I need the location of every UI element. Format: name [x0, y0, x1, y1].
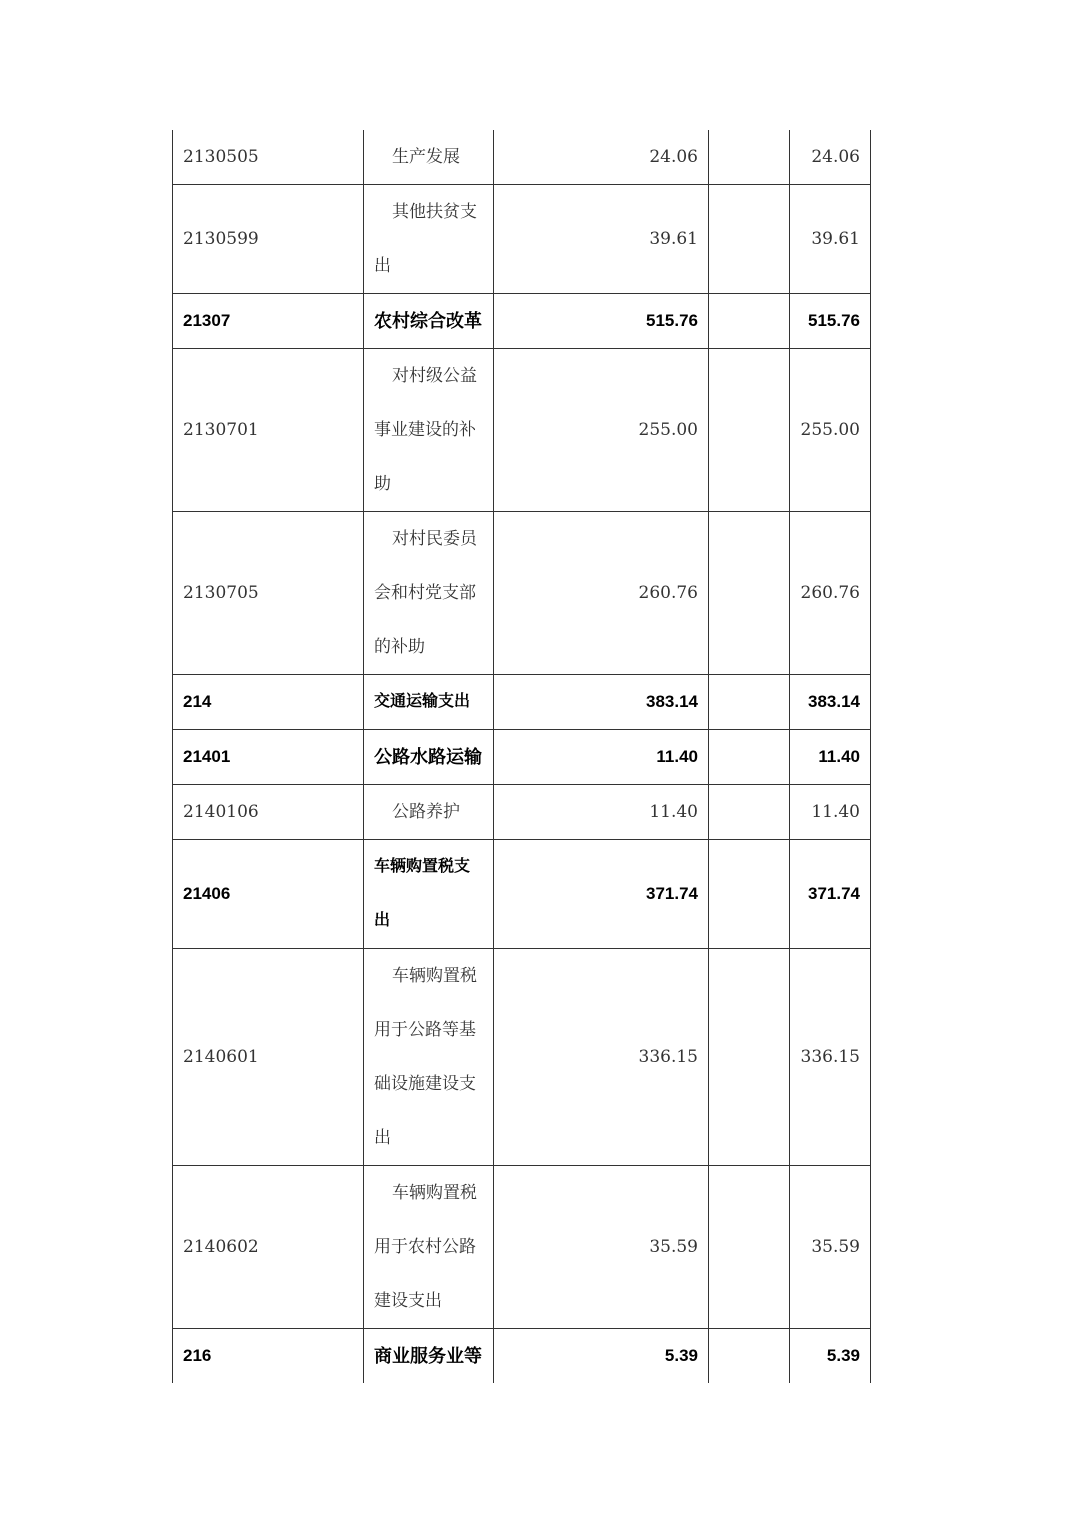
total-cell: 11.40	[790, 785, 871, 840]
total-cell: 255.00	[790, 349, 871, 512]
account-code-cell: 2140602	[173, 1166, 364, 1329]
account-name-cell	[364, 949, 494, 1166]
account-code-cell: 2130705	[173, 512, 364, 675]
account-name-cell	[364, 730, 494, 785]
table-row	[173, 785, 871, 840]
account-code-cell: 216	[173, 1329, 364, 1384]
empty-cell	[709, 294, 790, 349]
amount-cell: 336.15	[494, 949, 709, 1166]
empty-cell	[709, 730, 790, 785]
empty-cell	[709, 675, 790, 730]
account-code-cell: 2130599	[173, 185, 364, 294]
budget-table-body	[173, 130, 871, 1383]
account-code-cell: 21401	[173, 730, 364, 785]
budget-table	[172, 130, 871, 1383]
account-name-cell	[364, 349, 494, 512]
account-name-text: 交通运输支出	[374, 693, 471, 710]
total-cell: 24.06	[790, 130, 871, 185]
account-name-cell	[364, 785, 494, 840]
empty-cell	[709, 1329, 790, 1384]
account-code-cell: 21406	[173, 840, 364, 949]
empty-cell	[709, 130, 790, 185]
account-name-cell	[364, 675, 494, 730]
table-row	[173, 675, 871, 730]
total-cell: 336.15	[790, 949, 871, 1166]
account-code-cell: 2140601	[173, 949, 364, 1166]
table-row	[173, 730, 871, 785]
table-row	[173, 512, 871, 675]
table-row	[173, 949, 871, 1166]
account-code-cell: 2140106	[173, 785, 364, 840]
amount-cell: 39.61	[494, 185, 709, 294]
total-cell: 260.76	[790, 512, 871, 675]
total-cell: 371.74	[790, 840, 871, 949]
account-name-text: 其他扶贫支出	[374, 202, 477, 276]
amount-cell: 515.76	[494, 294, 709, 349]
total-cell: 11.40	[790, 730, 871, 785]
table-row	[173, 185, 871, 294]
empty-cell	[709, 349, 790, 512]
amount-cell: 35.59	[494, 1166, 709, 1329]
total-cell: 35.59	[790, 1166, 871, 1329]
account-name-text: 对村民委员会和村党支部的补助	[374, 529, 477, 657]
amount-cell: 24.06	[494, 130, 709, 185]
empty-cell	[709, 949, 790, 1166]
account-name-cell	[364, 1329, 494, 1384]
account-name-cell	[364, 185, 494, 294]
account-name-cell	[364, 130, 494, 185]
total-cell: 5.39	[790, 1329, 871, 1384]
total-cell: 39.61	[790, 185, 871, 294]
amount-cell: 383.14	[494, 675, 709, 730]
empty-cell	[709, 185, 790, 294]
amount-cell: 11.40	[494, 730, 709, 785]
empty-cell	[709, 840, 790, 949]
table-row	[173, 130, 871, 185]
amount-cell: 260.76	[494, 512, 709, 675]
account-name-text: 对村级公益事业建设的补助	[374, 366, 477, 494]
account-code-cell: 214	[173, 675, 364, 730]
account-code-cell: 21307	[173, 294, 364, 349]
account-name-text: 农村综合改革	[374, 311, 482, 331]
table-row	[173, 1166, 871, 1329]
account-name-text: 生产发展	[392, 147, 460, 167]
account-name-text: 车辆购置税用于农村公路建设支出	[374, 1183, 477, 1311]
account-name-cell	[364, 1166, 494, 1329]
table-row	[173, 840, 871, 949]
amount-cell: 5.39	[494, 1329, 709, 1384]
account-name-cell	[364, 840, 494, 949]
total-cell: 383.14	[790, 675, 871, 730]
empty-cell	[709, 785, 790, 840]
account-name-text: 商业服务业等	[374, 1346, 482, 1366]
account-name-text: 公路养护	[392, 802, 460, 822]
account-name-cell	[364, 512, 494, 675]
amount-cell: 255.00	[494, 349, 709, 512]
account-code-cell: 2130505	[173, 130, 364, 185]
account-name-text: 公路水路运输	[374, 747, 482, 767]
account-code-cell: 2130701	[173, 349, 364, 512]
empty-cell	[709, 512, 790, 675]
account-name-text: 车辆购置税支出	[374, 858, 471, 929]
account-name-text: 车辆购置税用于公路等基础设施建设支出	[374, 966, 477, 1148]
amount-cell: 11.40	[494, 785, 709, 840]
table-row	[173, 294, 871, 349]
amount-cell: 371.74	[494, 840, 709, 949]
table-row	[173, 1329, 871, 1384]
table-row	[173, 349, 871, 512]
account-name-cell	[364, 294, 494, 349]
total-cell: 515.76	[790, 294, 871, 349]
empty-cell	[709, 1166, 790, 1329]
